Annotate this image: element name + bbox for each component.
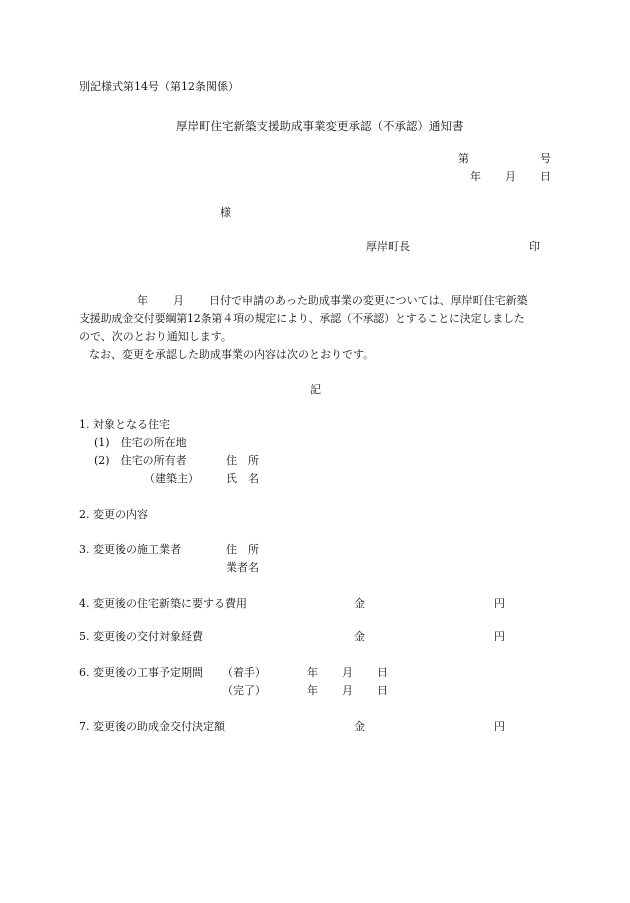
document-title: 厚岸町住宅新築支援助成事業変更承認（不承認）通知書 [176,119,464,133]
item1-sub2: (2) 住宅の所有者 [94,454,187,467]
item6-start-day: 日 [377,666,388,679]
item1-sub1: (1) 住宅の所在地 [94,436,187,449]
item3-addr: 住 所 [226,543,259,556]
body-line2: 支援助成金交付要綱第12条第４項の規定により、承認（不承認）とすることに決定しました [79,312,525,325]
item1-addr: 住 所 [226,454,259,467]
body-line4: なお、変更を承認した助成事業の内容は次のとおりです。 [89,348,375,361]
ki-heading: 記 [310,383,321,396]
item3-name: 業者名 [226,561,259,574]
item7-label: 7. 変更後の助成金交付決定額 [79,720,225,733]
item7-kin: 金 [354,720,365,733]
item2-label: 2. 変更の内容 [79,508,148,521]
form-label: 別記様式第14号（第12条関係） [79,80,239,93]
item6-end-day: 日 [377,684,388,697]
item5-yen: 円 [494,630,505,643]
item4-yen: 円 [494,597,505,610]
doc-no-prefix: 第 [458,152,469,165]
date-month: 月 [505,170,516,183]
addressee-suffix: 様 [220,206,231,219]
item6-label: 6. 変更後の工事予定期間 [79,666,203,679]
item4-kin: 金 [354,597,365,610]
item6-end: （完了） [222,684,266,697]
item1-sub2-note: （建築主） [144,472,199,485]
date-day: 日 [540,170,551,183]
doc-no-suffix: 号 [540,152,551,165]
body-year: 年 [137,294,148,307]
body-line1: 日付で申請のあった助成事業の変更については、厚岸町住宅新築 [209,294,528,307]
body-month: 月 [173,294,184,307]
item1-name: 氏 名 [226,472,259,485]
item6-start: （着手） [222,666,266,679]
item7-yen: 円 [494,720,505,733]
item4-label: 4. 変更後の住宅新築に要する費用 [79,597,247,610]
item6-start-year: 年 [307,666,318,679]
issuer-seal: 印 [529,240,540,253]
item6-end-year: 年 [307,684,318,697]
issuer-name: 厚岸町長 [366,240,410,253]
item1-label: 1. 対象となる住宅 [79,418,170,431]
item6-end-month: 月 [342,684,353,697]
item3-label: 3. 変更後の施工業者 [79,543,181,556]
item6-start-month: 月 [342,666,353,679]
body-line3: ので、次のとおり通知します。 [79,330,232,343]
item5-kin: 金 [354,630,365,643]
item5-label: 5. 変更後の交付対象経費 [79,630,203,643]
date-year: 年 [470,170,481,183]
